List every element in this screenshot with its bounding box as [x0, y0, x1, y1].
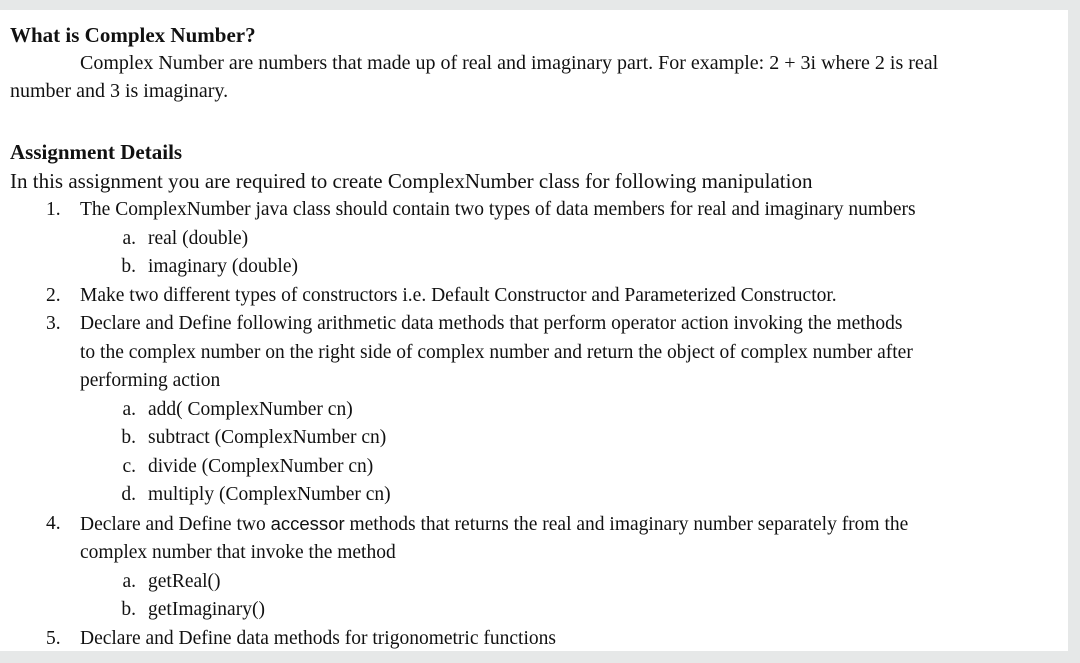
list-number: 2.: [46, 284, 61, 306]
sub-item-3d: [10, 481, 1066, 510]
sub-text: getImaginary(): [148, 599, 265, 620]
list-item-text: The ComplexNumber java class should contain two types of data members for real and imaginary numbers: [80, 199, 916, 220]
text-segment: Declare and Define two: [80, 513, 271, 535]
list-item-1: [10, 196, 1066, 225]
sub-text: subtract (ComplexNumber cn): [148, 427, 387, 448]
sub-text: real (double): [148, 227, 249, 249]
sub-letter: c.: [122, 455, 136, 477]
list-number: 3.: [46, 313, 61, 334]
sub-item-3c: [10, 453, 1066, 482]
assignment-intro: In this assignment you are required to create ComplexNumber class for following manipulation: [10, 169, 813, 193]
complex-number-definition-line-2: number and 3 is imaginary.: [10, 80, 229, 102]
sub-item-3b: [10, 424, 1066, 453]
sub-text: getReal(): [148, 570, 221, 592]
sub-letter: a.: [122, 398, 136, 420]
list-item-text-line: to the complex number on the right side of complex number and return the object of complex number after: [80, 341, 913, 363]
sub-letter: b.: [121, 599, 136, 620]
list-item-text-line: Declare and Define following arithmetic data methods that perform operator action invoking the methods: [80, 313, 903, 334]
document-page: [0, 10, 1068, 651]
sub-letter: a.: [122, 570, 136, 592]
list-item-text: Make two different types of constructors i.e. Default Constructor and Parameterized Constructor.: [80, 284, 837, 306]
sub-item-1a: [10, 225, 1066, 254]
sub-text: divide (ComplexNumber cn): [148, 455, 374, 477]
list-item-text-block: [80, 510, 1066, 568]
sub-letter: d.: [121, 484, 136, 505]
text-segment: methods that returns the real and imaginary number separately from the: [344, 513, 909, 535]
heading-assignment-details: Assignment Details: [10, 140, 183, 164]
sub-letter: a.: [122, 227, 136, 249]
sub-text: add( ComplexNumber cn): [148, 398, 353, 420]
heading-what-is-complex-number: What is Complex Number?: [10, 23, 256, 47]
list-item-text: Declare and Define data methods for trigonometric functions: [80, 627, 556, 649]
sub-letter: b.: [121, 427, 136, 448]
sub-item-4a: [10, 568, 1066, 597]
document-content: [10, 10, 1066, 651]
list-item-4: [10, 510, 1066, 568]
sub-letter: b.: [121, 256, 136, 277]
list-item-text-block: [80, 310, 1066, 396]
list-number: 4.: [46, 512, 61, 534]
sub-text: multiply (ComplexNumber cn): [148, 484, 391, 505]
list-item-text-line: performing action: [80, 370, 221, 391]
list-item-5: [10, 625, 1066, 652]
sub-item-1b: [10, 253, 1066, 282]
list-number: 5.: [46, 627, 61, 649]
list-item-text-line: [80, 510, 1066, 540]
complex-number-definition-line-1: Complex Number are numbers that made up of real and imaginary part. For example: 2 + 3i where 2 is real: [80, 52, 939, 74]
sub-text: imaginary (double): [148, 256, 298, 277]
list-number: 1.: [46, 199, 61, 220]
sub-item-4b: [10, 596, 1066, 625]
sub-item-3a: [10, 396, 1066, 425]
list-item-2: [10, 282, 1066, 311]
list-item-3: [10, 310, 1066, 396]
list-item-text-line: complex number that invoke the method: [80, 542, 396, 563]
accessor-keyword: accessor: [270, 512, 345, 534]
